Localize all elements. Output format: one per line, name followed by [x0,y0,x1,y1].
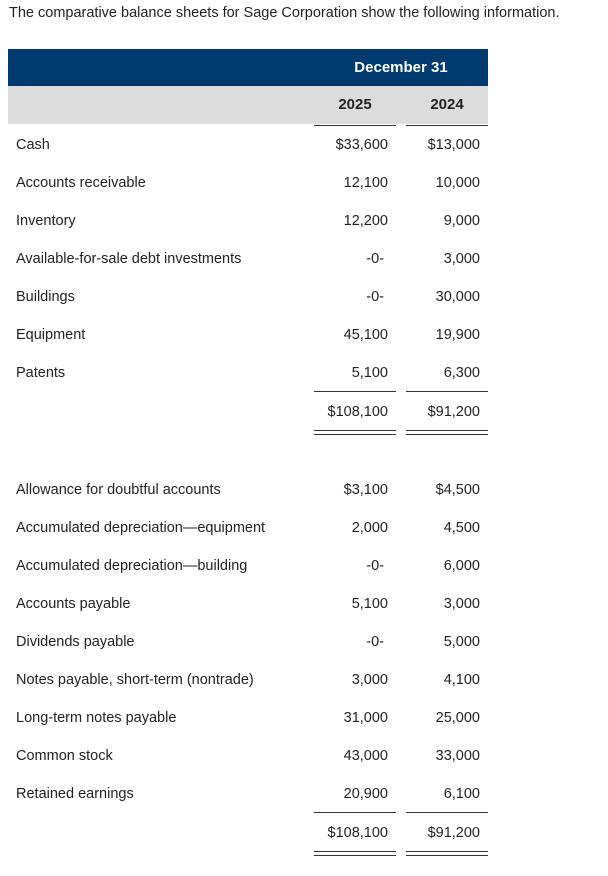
table-row [0,591,608,617]
table-row [0,743,608,769]
value-2025: 31,000 [343,710,388,726]
value-2024: 4,100 [443,672,480,688]
intro-text: The comparative balance sheets for Sage Corporation show the following information. [9,5,560,21]
table-row [0,629,608,655]
value-2025: 43,000 [343,748,388,764]
value-2024: 19,900 [435,327,480,343]
table-row [0,477,608,503]
table-row [0,705,608,731]
value-2025: $3,100 [343,482,388,498]
subtotal-rule [406,812,488,813]
value-2024: 6,100 [443,786,480,802]
table-row [0,246,608,272]
value-2024: 30,000 [435,289,480,305]
row-label: Accumulated depreciation—equipment [16,520,266,536]
total-double-rule [314,430,396,435]
value-2024: 5,000 [443,634,480,650]
row-label: Dividends payable [16,634,135,650]
row-label: Common stock [16,748,113,764]
total-2025: $108,100 [327,825,388,841]
total-row [0,820,608,846]
subtotal-rule [314,812,396,813]
row-label: Allowance for doubtful accounts [16,482,221,498]
table-row [0,781,608,807]
table-row [0,553,608,579]
value-2025: 3,000 [351,672,388,688]
table-row [0,132,608,158]
value-2024: 3,000 [443,251,480,267]
total-double-rule [406,851,488,856]
table-row [0,322,608,348]
year-2024-header: 2024 [430,96,464,113]
row-label: Inventory [16,213,76,229]
value-2025 [306,553,388,579]
value-2024: 10,000 [435,175,480,191]
table-row [0,208,608,234]
value-2025: 5,100 [351,365,388,381]
year-2025-header-underline [314,125,396,126]
value-2024: 6,000 [443,558,480,574]
value-2025: $33,600 [335,137,388,153]
value-2025 [306,629,388,655]
total-2024: $91,200 [427,404,480,420]
row-label: Retained earnings [16,786,134,802]
value-2025: 5,100 [351,596,388,612]
value-2024: 25,000 [435,710,480,726]
subtotal-rule [314,391,396,392]
row-label: Patents [16,365,66,381]
value-2025: 12,200 [343,213,388,229]
value-2024: 33,000 [435,748,480,764]
value-2024: $4,500 [435,482,480,498]
table-row [0,284,608,310]
total-2025: $108,100 [327,404,388,420]
row-label: Available-for-sale debt investments [16,251,242,267]
row-label: Cash [16,137,50,153]
value-2024: 9,000 [443,213,480,229]
zero-value: -0- [366,251,384,267]
zero-value: -0- [366,558,384,574]
value-2025: 2,000 [351,520,388,536]
table-row [0,515,608,541]
zero-value: -0- [366,289,384,305]
value-2025: 12,100 [343,175,388,191]
row-label: Equipment [16,327,86,343]
year-2024-header-underline [406,125,488,126]
value-2025: 45,100 [343,327,388,343]
row-label: Buildings [16,289,75,305]
table-row [0,360,608,386]
subtotal-rule [406,391,488,392]
zero-value: -0- [366,634,384,650]
year-2025-header: 2025 [338,96,372,113]
date-header: December 31 [354,59,448,76]
row-label: Long-term notes payable [16,710,177,726]
value-2024: $13,000 [427,137,480,153]
value-2024: 4,500 [443,520,480,536]
value-2024: 6,300 [443,365,480,381]
row-label: Accumulated depreciation—building [16,558,248,574]
table-row [0,170,608,196]
value-2024: 3,000 [443,596,480,612]
value-2025: 20,900 [343,786,388,802]
total-row [0,399,608,425]
row-label: Accounts receivable [16,175,146,191]
total-2024: $91,200 [427,825,480,841]
value-2025 [306,284,388,310]
row-label: Accounts payable [16,596,131,612]
row-label: Notes payable, short-term (nontrade) [16,672,254,688]
table-row [0,667,608,693]
total-double-rule [314,851,396,856]
value-2025 [306,246,388,272]
total-double-rule [406,430,488,435]
